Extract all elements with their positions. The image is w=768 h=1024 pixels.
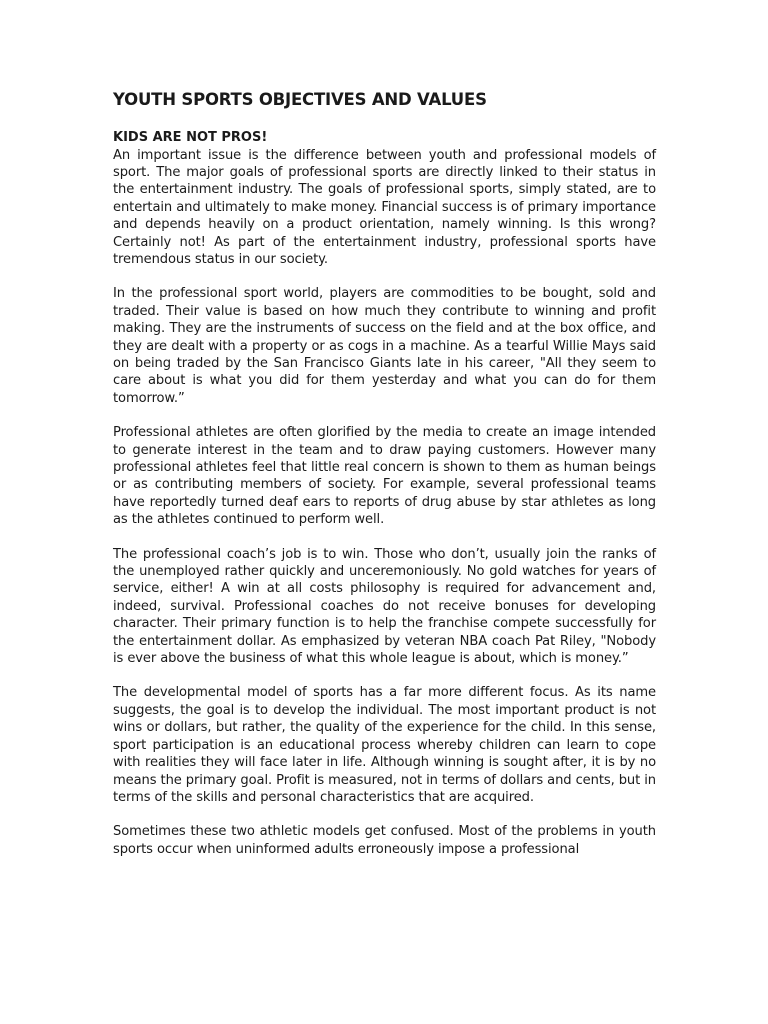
paragraph-1: An important issue is the difference between youth and professional models of sport. The major goals of professional sports are directly linked to their status in the entertainment industry. The goals of professional sports, simply stated, are to entertain and ultimately to make money. Financial success is of primary importance and depends heavily on a product orientation, namely winning. Is this wrong? Certainly not! As part of the entertainment industry, professional sports have tremendous status in our society.: [113, 147, 656, 267]
paragraph-2: In the professional sport world, players are commodities to be bought, sold and traded. Their value is based on how much they contribute to winning and profit making. They are the instruments of success on the field and at the box office, and they are dealt with a property or as cogs in a machine. As a tearful Willie Mays said on being traded by the San Francisco Giants late in his career, "All they seem to care about is what you did for them yesterday and what you can do for them tomorrow.”: [113, 286, 656, 406]
document-title: YOUTH SPORTS OBJECTIVES AND VALUES: [113, 90, 487, 109]
paragraph-6: Sometimes these two athletic models get confused. Most of the problems in youth sports occur when uninformed adults erroneously impose a professional: [113, 824, 656, 857]
section-subtitle: KIDS ARE NOT PROS!: [113, 130, 268, 145]
paragraph-5: The developmental model of sports has a far more different focus. As its name suggests, the goal is to develop the individual. The most important product is not wins or dollars, but rather, the quality of the experience for the child. In this sense, sport participation is an educational process whereby children can learn to cope with realities they will face later in life. Although winning is sought after, it is by no means the primary goal. Profit is measured, not in terms of dollars and cents, but in terms of the skills and personal characteristics that are acquired.: [113, 685, 656, 805]
document-page: [113, 90, 656, 875]
paragraph-4: The professional coach’s job is to win. Those who don’t, usually join the ranks of the unemployed rather quickly and unceremoniously. No gold watches for years of service, either! A win at all costs philosophy is required for advancement and, indeed, survival. Professional coaches do not receive bonuses for developing character. Their primary function is to help the franchise compete successfully for the entertainment dollar. As emphasized by veteran NBA coach Pat Riley, "Nobody is ever above the business of what this whole league is about, which is money.”: [113, 546, 656, 667]
paragraph-3: Professional athletes are often glorified by the media to create an image intended to generate interest in the team and to draw paying customers. However many professional athletes feel that little real concern is shown to them as human beings or as contributing members of society. For example, several professional teams have reportedly turned deaf ears to reports of drug abuse by star athletes as long as the athletes continued to perform well.: [113, 425, 656, 528]
